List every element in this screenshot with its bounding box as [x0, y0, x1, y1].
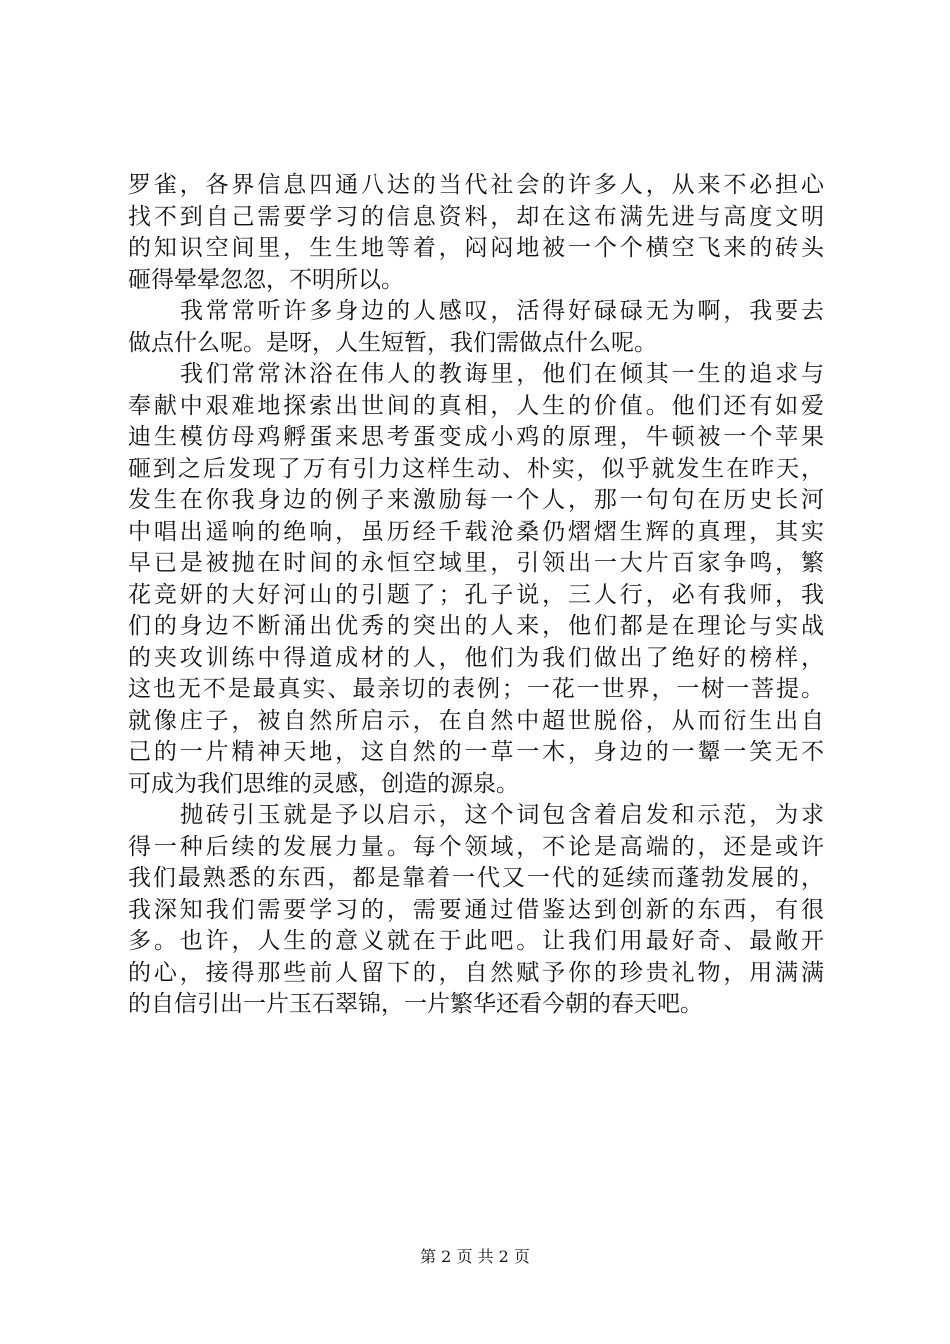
text-line: 我深知我们需要学习的，需要通过借鉴达到创新的东西，有很 [128, 896, 824, 923]
paragraph [128, 170, 824, 296]
text-line: 我们常常沐浴在伟人的教诲里，他们在倾其一生的追求与 [180, 361, 824, 387]
text-line: 中唱出遥响的绝响，虽历经千载沧桑仍熠熠生辉的真理，其实 [128, 518, 824, 545]
text-line: 做点什么呢。是呀，人生短暂，我们需做点什么呢。 [128, 329, 657, 356]
text-line: 可成为我们思维的灵感，创造的源泉。 [128, 770, 519, 797]
document-body [128, 170, 824, 1021]
text-line: 的自信引出一片玉石翠锦，一片繁华还看今朝的春天吧。 [128, 991, 703, 1017]
text-line: 这也无不是最真实、最亲切的表例；一花一世界，一树一菩提。 [128, 676, 824, 702]
text-line: 我常常听许多身边的人感叹，活得好碌碌无为啊，我要去 [180, 298, 824, 324]
text-line: 的知识空间里，生生地等着，闷闷地被一个个横空飞来的砖头 [128, 235, 824, 261]
text-line: 花竞妍的大好河山的引题了；孔子说，三人行，必有我师，我 [128, 581, 824, 608]
text-line: 发生在你我身边的例子来激励每一个人，那一句句在历史长河 [128, 487, 824, 513]
text-line: 找不到自己需要学习的信息资料，却在这布满先进与高度文明 [128, 203, 824, 230]
text-line: 抛砖引玉就是予以启示，这个词包含着启发和示范，为求 [180, 802, 824, 828]
text-line: 己的一片精神天地，这自然的一草一木，身边的一颦一笑无不 [128, 739, 824, 765]
text-line: 罗雀，各界信息四通八达的当代社会的许多人，从来不必担心 [128, 172, 824, 198]
text-line: 得一种后续的发展力量。每个领域，不论是高端的，还是或许 [128, 833, 824, 860]
text-line: 我们最熟悉的东西，都是靠着一代又一代的延续而蓬勃发展的， [128, 865, 824, 891]
text-line: 砸到之后发现了万有引力这样生动、朴实，似乎就发生在昨天， [128, 455, 824, 482]
text-line: 迪生模仿母鸡孵蛋来思考蛋变成小鸡的原理，牛顿被一个苹果 [128, 424, 824, 450]
paragraph [128, 800, 824, 1021]
text-line: 多。也许，人生的意义就在于此吧。让我们用最好奇、最敞开 [128, 928, 824, 954]
text-line: 的夹攻训练中得道成材的人，他们为我们做出了绝好的榜样， [128, 644, 824, 671]
text-line: 们的身边不断涌出优秀的突出的人来，他们都是在理论与实战 [128, 613, 824, 639]
text-line: 早已是被抛在时间的永恒空域里，引领出一大片百家争鸣，繁 [128, 550, 824, 576]
text-line: 砸得晕晕忽忽，不明所以。 [128, 266, 404, 293]
paragraph [128, 296, 824, 359]
paragraph [128, 359, 824, 800]
text-line: 就像庄子，被自然所启示，在自然中超世脱俗，从而衍生出自 [128, 707, 824, 734]
text-line: 的心，接得那些前人留下的，自然赋予你的珍贵礼物，用满满 [128, 959, 824, 986]
page-footer: 第 2 页 共 2 页 [420, 1247, 530, 1266]
text-line: 奉献中艰难地探索出世间的真相，人生的价值。他们还有如爱 [128, 392, 824, 419]
